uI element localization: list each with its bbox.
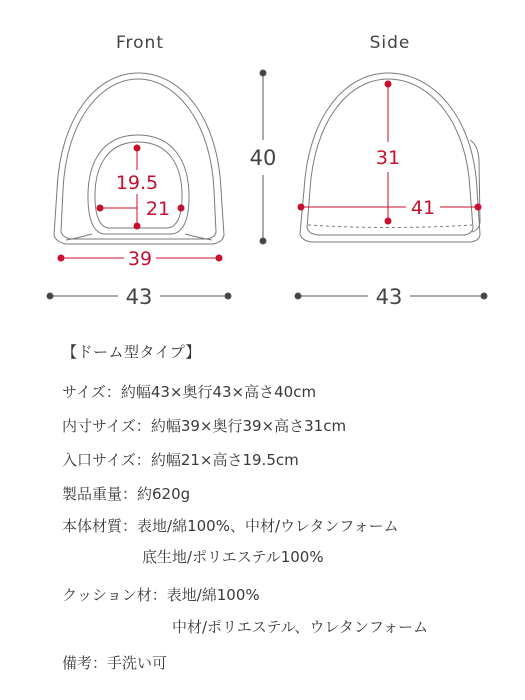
spec-row-cushion-material (62, 584, 260, 605)
front-view-label: Front (116, 33, 164, 53)
spec-value: 表地/綿100%、中材/ウレタンフォーム (137, 517, 399, 535)
front-outer-width-label: 43 (125, 285, 153, 309)
side-view-label: Side (369, 33, 411, 53)
spec-label: サイズ： (62, 383, 121, 401)
front-dome-illustration (54, 73, 224, 244)
side-inner-height-label: 31 (375, 147, 401, 169)
overall-height-label: 40 (249, 146, 277, 170)
side-inner-depth-label: 41 (410, 197, 436, 219)
spec-row-weight (62, 483, 190, 504)
side-outer-depth-label: 43 (375, 285, 403, 309)
spec-value: 約幅43×奥行43×高さ40cm (120, 383, 317, 401)
spec-row-body-material (62, 515, 399, 536)
spec-value: 表地/綿100% (166, 586, 260, 604)
spec-value: 手洗い可 (107, 654, 168, 672)
front-opening-height-label: 19.5 (115, 172, 159, 194)
dim-endpoint-dot (134, 145, 140, 151)
spec-value: 約幅21×高さ19.5cm (150, 451, 299, 469)
dim-endpoint-dot (134, 223, 140, 229)
spec-row-body-material-cont: 底生地/ポリエステル100% (142, 548, 324, 566)
spec-label: 備考： (62, 654, 108, 672)
dim-endpoint-dot (97, 205, 103, 211)
dim-endpoint-dot (178, 205, 184, 211)
spec-row-remarks (62, 652, 167, 673)
spec-value: 約620g (137, 485, 191, 503)
front-opening-width-label: 21 (145, 198, 171, 220)
spec-title: 【ドーム型タイプ】 (62, 343, 201, 361)
front-inner-width-label: 39 (127, 248, 153, 270)
spec-label: 内寸サイズ： (62, 417, 151, 435)
spec-row-inner-size (62, 415, 346, 436)
spec-label: 本体材質： (62, 517, 138, 535)
spec-label: 製品重量： (62, 485, 138, 503)
spec-row-entrance-size (62, 449, 299, 470)
spec-row-size (62, 381, 316, 402)
spec-label: 入口サイズ： (62, 451, 151, 469)
spec-row-cushion-material-cont: 中材/ポリエステル、ウレタンフォーム (172, 618, 429, 636)
spec-label: クッション材： (62, 586, 167, 604)
spec-value: 約幅39×奥行39×高さ31cm (150, 417, 347, 435)
dimension-diagram (0, 0, 525, 320)
